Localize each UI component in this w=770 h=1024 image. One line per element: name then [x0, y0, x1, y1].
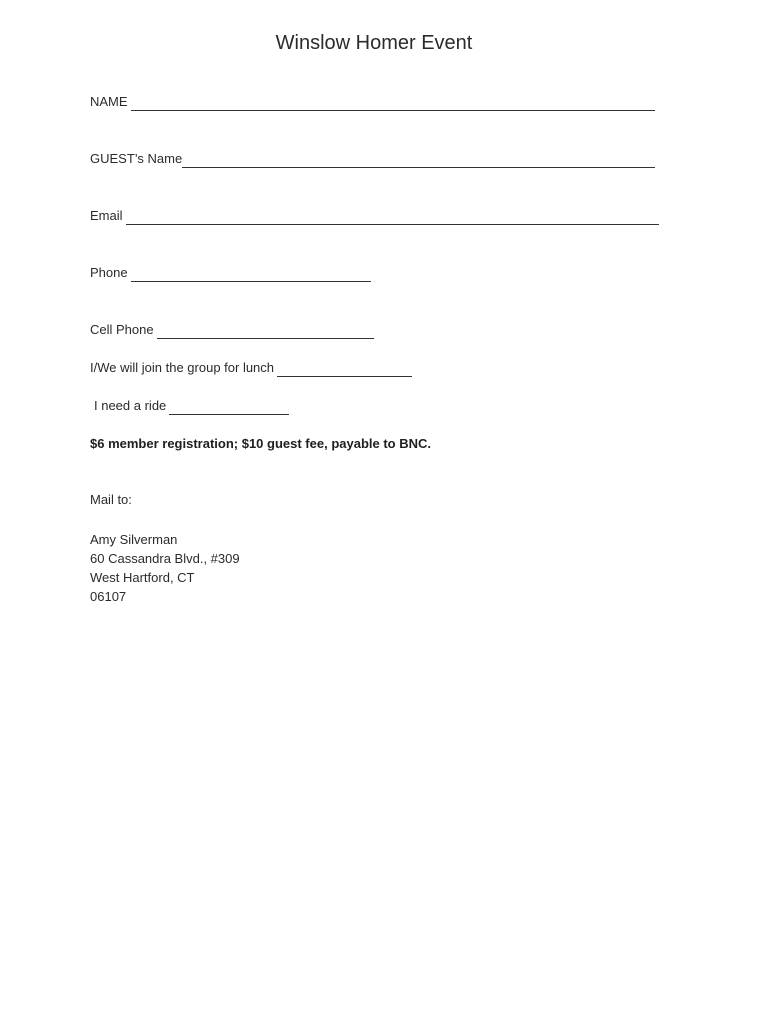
cell-phone-label: Cell Phone: [90, 322, 154, 337]
page-title: Winslow Homer Event: [275, 32, 473, 54]
address-zip: 06107: [90, 589, 127, 604]
email-field: [90, 208, 659, 225]
ride-label: I need a ride: [94, 398, 167, 413]
lunch-label: I/We will join the group for lunch: [90, 360, 275, 375]
email-input-line[interactable]: [126, 210, 659, 225]
cell-phone-input-line[interactable]: [157, 324, 374, 339]
name-input-line[interactable]: [131, 96, 655, 111]
mailing-address: [90, 530, 240, 606]
lunch-input-line[interactable]: [277, 362, 412, 377]
fee-notice: $6 member registration; $10 guest fee, payable to BNC.: [90, 436, 431, 451]
address-street: 60 Cassandra Blvd., #309: [90, 551, 240, 566]
guest-name-field: [90, 151, 655, 168]
cell-phone-field: [90, 322, 374, 339]
name-label: NAME: [90, 94, 128, 109]
guest-name-label: GUEST’s Name: [90, 151, 183, 166]
phone-input-line[interactable]: [131, 267, 371, 282]
address-recipient: Amy Silverman: [90, 532, 178, 547]
ride-field: [94, 398, 289, 415]
phone-field: [90, 265, 371, 282]
email-label: Email: [90, 208, 123, 223]
lunch-field: [90, 360, 412, 377]
phone-label: Phone: [90, 265, 128, 280]
mail-to-label: Mail to:: [90, 492, 132, 507]
ride-input-line[interactable]: [169, 400, 289, 415]
address-city-state: West Hartford, CT: [90, 570, 195, 585]
name-field: [90, 94, 655, 111]
guest-name-input-line[interactable]: [182, 153, 655, 168]
